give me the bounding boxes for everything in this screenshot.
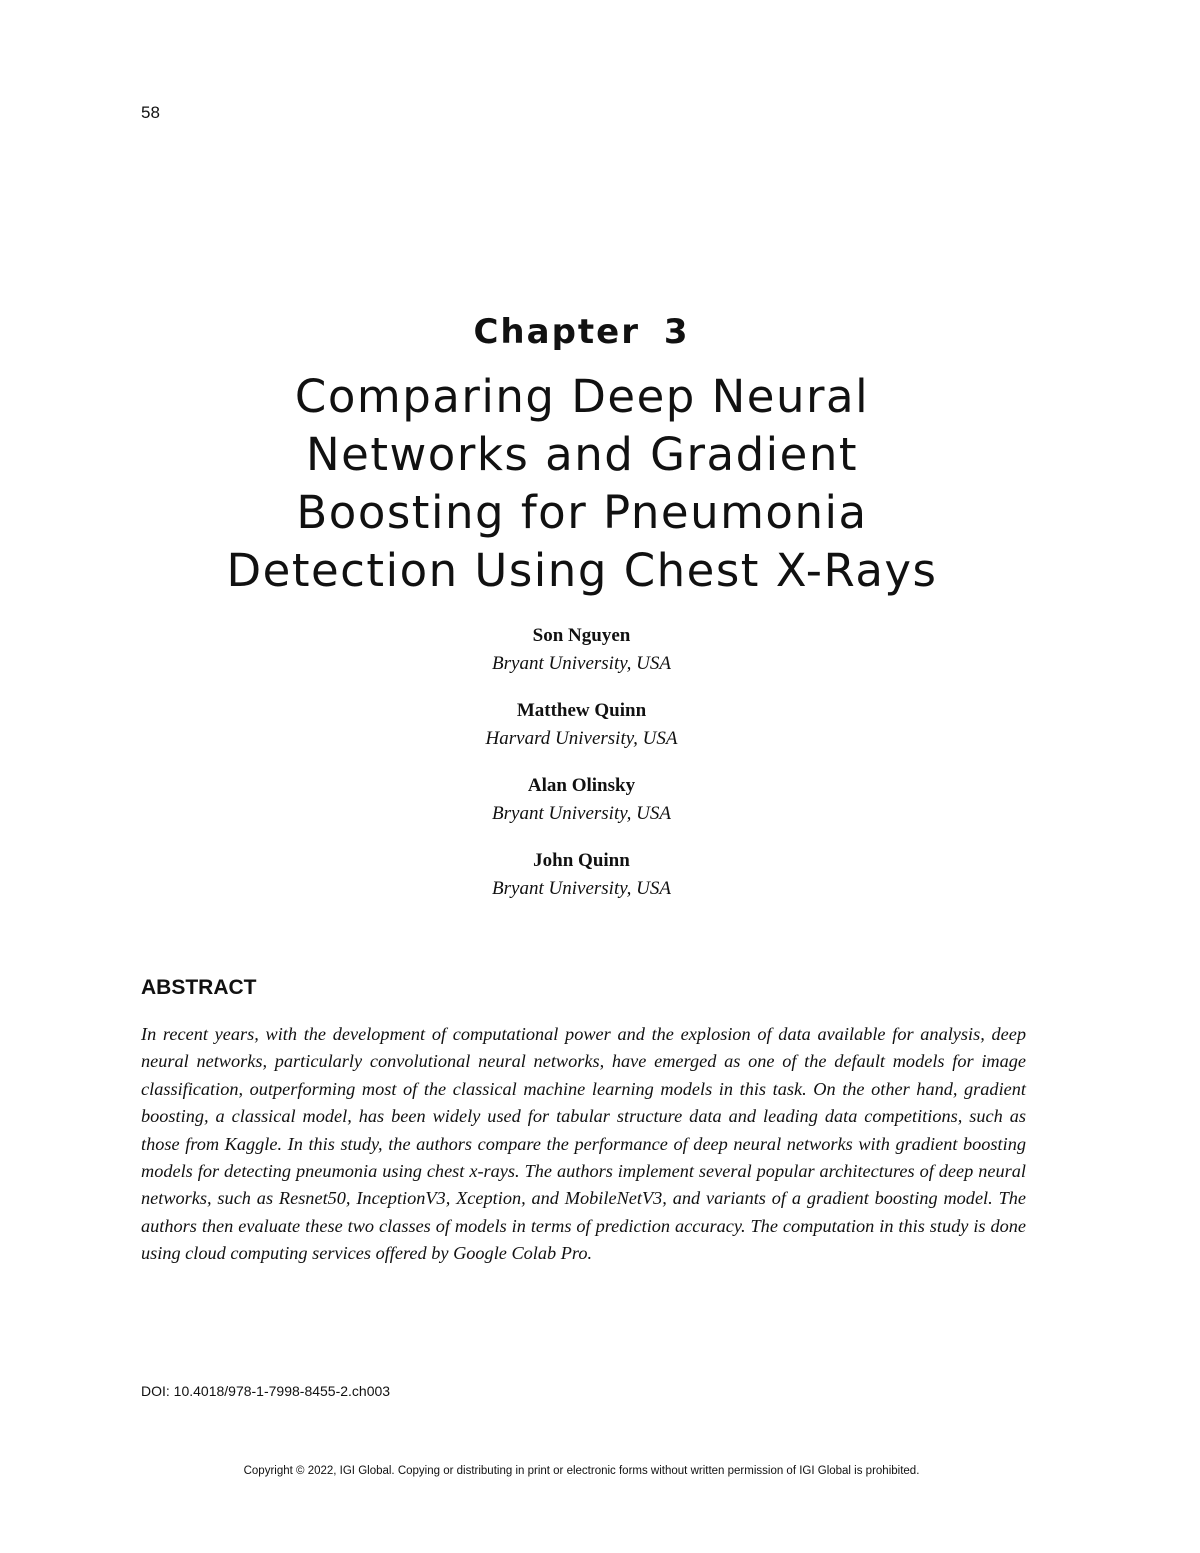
title-line: Detection Using Chest X-Rays <box>226 544 938 597</box>
doi: DOI: 10.4018/978-1-7998-8455-2.ch003 <box>141 1383 391 1399</box>
title-line: Boosting for Pneumonia <box>296 486 868 539</box>
abstract-heading: ABSTRACT <box>141 976 257 999</box>
author-affiliation: Harvard University, USA <box>485 728 678 749</box>
chapter-label: Chapter 3 <box>473 312 690 352</box>
copyright-notice: Copyright © 2022, IGI Global. Copying or distributing in print or electronic forms without written permission of IGI Global is prohibited. <box>243 1465 920 1477</box>
title-line: Networks and Gradient <box>306 428 858 481</box>
author-list <box>0 622 1163 922</box>
author-affiliation: Bryant University, USA <box>492 878 671 899</box>
page-number: 58 <box>141 103 160 122</box>
author-block <box>0 847 1163 903</box>
author-affiliation: Bryant University, USA <box>492 803 671 824</box>
title-line: Comparing Deep Neural <box>294 370 870 423</box>
author-block <box>0 697 1163 753</box>
author-block <box>0 772 1163 828</box>
author-affiliation: Bryant University, USA <box>492 653 671 674</box>
chapter-title <box>120 368 1044 600</box>
abstract-body: In recent years, with the development of computational power and the explosion of data available for analysis, deep neural networks, particularly convolutional neural networks, have emerged as one of the default models for image classification, outperforming most of the classical machine learning models in this task. On the other hand, gradient boosting, a classical model, has been widely used for tabular structure data and leading data competitions, such as those from Kaggle. In this study, the authors compare the performance of deep neural networks with gradient boosting models for detecting pneumonia using chest x-rays. The authors implement several popular architectures of deep neural networks, such as Resnet50, InceptionV3, Xception, and MobileNetV3, and variants of a gradient boosting model. The authors then evaluate these two classes of models in terms of prediction accuracy. The computation in this study is done using cloud computing services offered by Google Colab Pro. <box>141 1024 1026 1264</box>
author-block <box>0 622 1163 678</box>
author-name: Son Nguyen <box>532 625 631 646</box>
author-name: Alan Olinsky <box>527 775 636 796</box>
author-name: Matthew Quinn <box>516 700 647 721</box>
author-name: John Quinn <box>533 850 630 871</box>
